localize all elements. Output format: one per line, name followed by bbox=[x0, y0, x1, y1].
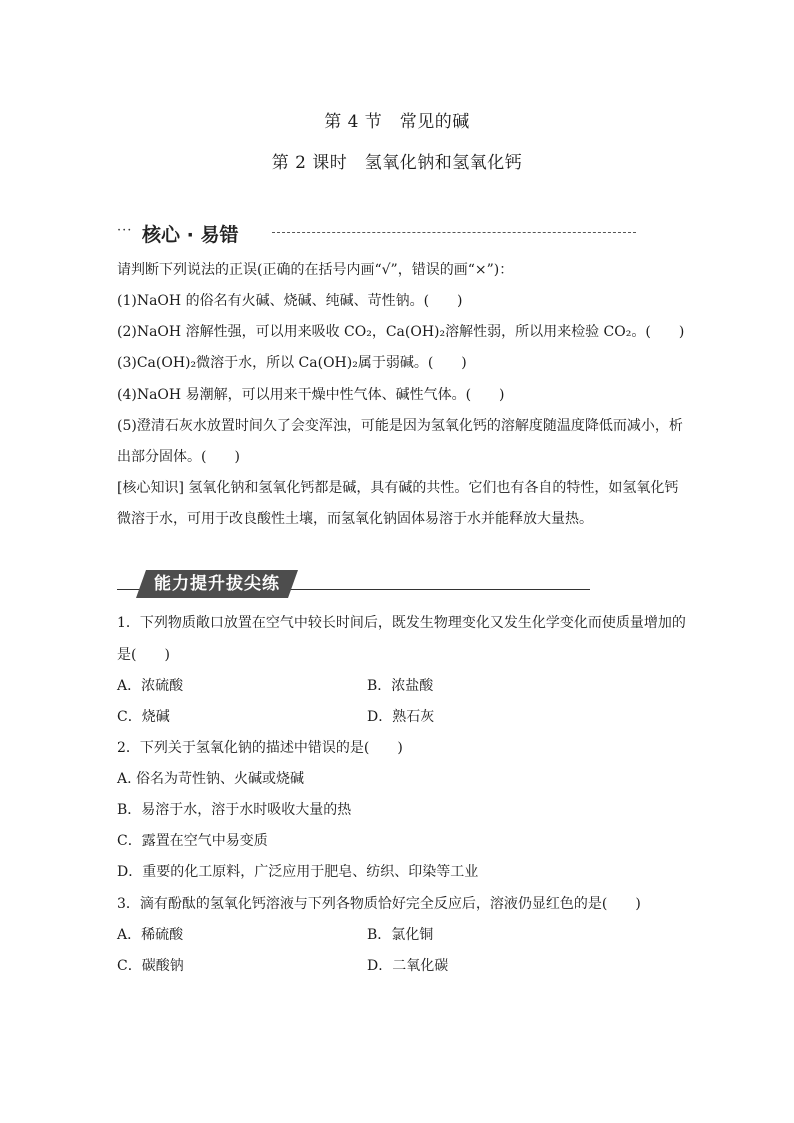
core-item-4: (4)NaOH 易潮解，可以用来干燥中性气体、碱性气体。( ) bbox=[117, 387, 505, 403]
q1-option-b: B．浓盐酸 bbox=[367, 678, 434, 694]
q1-stem-line1: 1．下列物质敞口放置在空气中较长时间后，既发生物理变化又发生化学变化而使质量增加的 bbox=[117, 615, 686, 631]
practice-heading: 能力提升拔尖练 bbox=[146, 570, 288, 598]
q1-option-c: C．烧碱 bbox=[117, 709, 170, 725]
q1-option-a: A．浓硫酸 bbox=[117, 678, 184, 694]
core-instruction: 请判断下列说法的正误(正确的在括号内画“√”，错误的画“×”)： bbox=[117, 262, 514, 278]
q1-stem-line2: 是( ) bbox=[117, 647, 170, 663]
q2-option-b: B．易溶于水，溶于水时吸收大量的热 bbox=[117, 802, 352, 818]
core-knowledge-line1: [核心知识] 氢氧化钠和氢氧化钙都是碱，具有碱的共性。它们也有各自的特性，如氢氧化钙 bbox=[117, 480, 679, 496]
q2-option-d: D．重要的化工原料，广泛应用于肥皂、纺织、印染等工业 bbox=[117, 864, 479, 880]
q2-option-c: C．露置在空气中易变质 bbox=[117, 833, 268, 849]
section-title: 第 4 节 常见的碱 bbox=[324, 112, 470, 132]
core-heading: 核心 · 易错 bbox=[142, 224, 239, 246]
core-item-1: (1)NaOH 的俗名有火碱、烧碱、纯碱、苛性钠。( ) bbox=[117, 293, 463, 309]
q2-stem: 2．下列关于氢氧化钠的描述中错误的是( ) bbox=[117, 740, 403, 756]
q2-option-a: A. 俗名为苛性钠、火碱或烧碱 bbox=[117, 771, 305, 787]
core-knowledge-line2: 微溶于水，可用于改良酸性土壤，而氢氧化钠固体易溶于水并能释放大量热。 bbox=[117, 511, 593, 527]
q3-option-d: D．二氧化碳 bbox=[367, 958, 449, 974]
q3-option-c: C．碳酸钠 bbox=[117, 958, 184, 974]
q1-option-d: D．熟石灰 bbox=[367, 709, 435, 725]
core-heading-divider bbox=[272, 232, 636, 233]
q3-stem: 3．滴有酚酞的氢氧化钙溶液与下列各物质恰好完全反应后，溶液仍显红色的是( ) bbox=[117, 896, 641, 912]
core-item-2: (2)NaOH 溶解性强，可以用来吸收 CO₂，Ca(OH)₂溶解性弱，所以用来检验 CO₂。( ) bbox=[117, 324, 685, 340]
q3-option-a: A．稀硫酸 bbox=[117, 927, 184, 943]
core-heading-dots: ··· bbox=[117, 223, 133, 238]
q3-option-b: B．氯化铜 bbox=[367, 927, 434, 943]
core-item-5-line1: (5)澄清石灰水放置时间久了会变浑浊，可能是因为氢氧化钙的溶解度随温度降低而减小，析 bbox=[117, 418, 683, 434]
core-item-5-line2: 出部分固体。( ) bbox=[117, 449, 240, 465]
core-item-3: (3)Ca(OH)₂微溶于水，所以 Ca(OH)₂属于弱碱。( ) bbox=[117, 355, 467, 371]
lesson-title: 第 2 课时 氢氧化钠和氢氧化钙 bbox=[271, 153, 523, 173]
